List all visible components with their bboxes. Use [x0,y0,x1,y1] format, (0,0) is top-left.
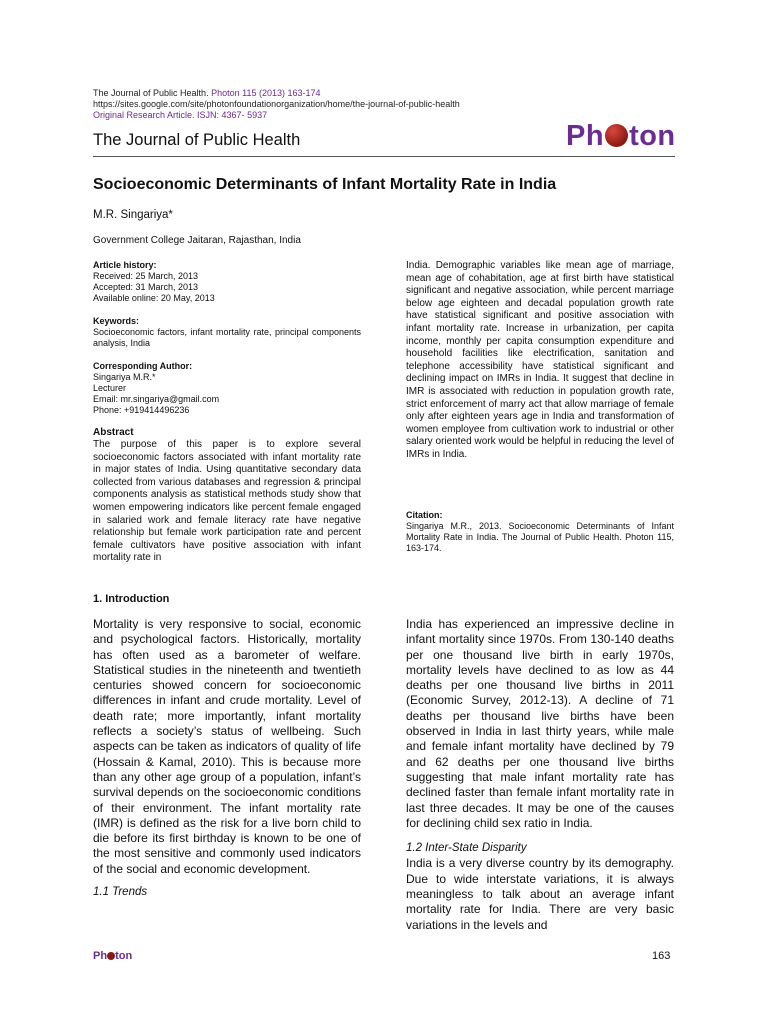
intro-left-column [93,617,361,900]
header-volume-ref: Photon 115 (2013) 163-174 [211,88,321,98]
footer-logo-dot-icon [107,952,115,960]
article-history: Article history: Received: 25 March, 2013 Accepted: 31 March, 2013 Available online: 20 May, 2013 [93,260,215,303]
journal-url[interactable]: https://sites.google.com/site/photonfoundationorganization/home/the-journal-of-public-health [93,99,460,109]
journal-name: The Journal of Public Health [93,131,301,149]
subheading-trends: 1.1 Trends [93,886,148,899]
intro-paragraph: Mortality is very responsive to social, economic and psychological factors. Historically, mortality has often used as a barometer of welfare. Statistical studies in the nineteenth and twentieth centuries showed concern for socioeconomic differences in infant and crude mortality. Level of death rate; more importantly, infant mortality reflects a society’s status of wellbeing. Such aspects can be taken as indicators of quality of life (Hossain & Kamal, 2010). This is because more than any other age group of a population, infant’s survival depends on the socioeconomic conditions of their environment. The infant mortality rate (IMR) is defined as the risk for a live born child to die before its first birthday is known to be one of the most sensitive and commonly used indicators of the social and economic development. [93,617,361,876]
abstract-heading: Abstract [93,427,134,438]
article-type: Original Research Article. ISJN: 4367- 5937 [93,110,268,120]
logo-dot-icon [605,124,628,147]
author-name: M.R. Singariya* [93,209,173,221]
page-number: 163 [652,950,671,962]
trends-paragraph: India has experienced an impressive decline in infant mortality since 1970s. From 130-140 deaths per one thousand live birth in early 1970s, mortality levels have declined to as low as 44 deaths per one thousand live births in 2011 (Economic Survey, 2012-13). A decline of 71 deaths per thousand live births have been observed in India in last thirty years, while male and female infant mortality have declined by 79 and 62 deaths per one thousand live births suggesting that male infant mortality rate has declined faster than female infant mortality rate in last three decades. It may be one of the causes for declining child sex ratio in India. [406,617,674,830]
photon-logo: Ph ton [566,120,676,152]
header-rule [93,156,675,157]
citation: Citation: Singariya M.R., 2013. Socioeconomic Determinants of Infant Mortality Rate in India. The Journal of Public Health. Photon 115, 163-174. [406,510,674,553]
author-email[interactable]: Email: mr.singariya@gmail.com [93,394,220,404]
abstract-left [93,426,361,565]
footer-photon-logo: Ph ton [93,950,133,962]
abstract-text-part1: The purpose of this paper is to explore several socioeconomic factors associated with infant mortality rate in major states of India. Using quantitative secondary data collected from various databases and regression & principal components analysis as statistical methods study show that women empowering indicators like percent female engaged in salaried work and female literacy rate have negative relationship but female work participation rate and percent female cultivators have positive association with infant mortality rate in [93,439,361,564]
subheading-inter-state-disparity: 1.2 Inter-State Disparity [406,842,527,855]
author-affiliation: Government College Jaitaran, Rajasthan, India [93,235,301,246]
article-title: Socioeconomic Determinants of Infant Mortality Rate in India [93,176,557,193]
intro-right-column [406,617,674,933]
corresponding-author: Corresponding Author: Singariya M.R.* Lecturer Email: mr.singariya@gmail.com Phone: +919414496236 [93,361,361,416]
keywords: Keywords: Socioeconomic factors, infant mortality rate, principal components analysis, India [93,316,361,348]
section-heading-introduction: 1. Introduction [93,593,170,605]
header-citation-line: The Journal of Public Health. Photon 115 (2013) 163-174 [93,88,321,98]
abstract-text-part2: India. Demographic variables like mean age of marriage, mean age of cohabitation, age at first birth have statistical significant and negative association, while percent marriage below age eighteen and decadal population growth rate have statistical significant and positive association with infant mortality rate. Increase in urbanization, per capita income, monthly per capita consumption expenditure and household facilities like electrification, sanitation and telephone accessibility have statistical significant and declining impact on IMRs in India. It suggest that decline in IMR is associated with reduction in population growth rate, strict enforcement of marry act that allow marriage of female only after eighteen years age in India and transformation of women employee from cultivation work to industrial or other salary oriented work would be helpful in reducing the level of IMRs in India. [406,260,674,460]
disparity-paragraph: India is a very diverse country by its demography. Due to wide interstate variations, it is always meaningless to talk about an average infant mortality rate for India. There are very basic variations in the levels and [406,856,674,932]
